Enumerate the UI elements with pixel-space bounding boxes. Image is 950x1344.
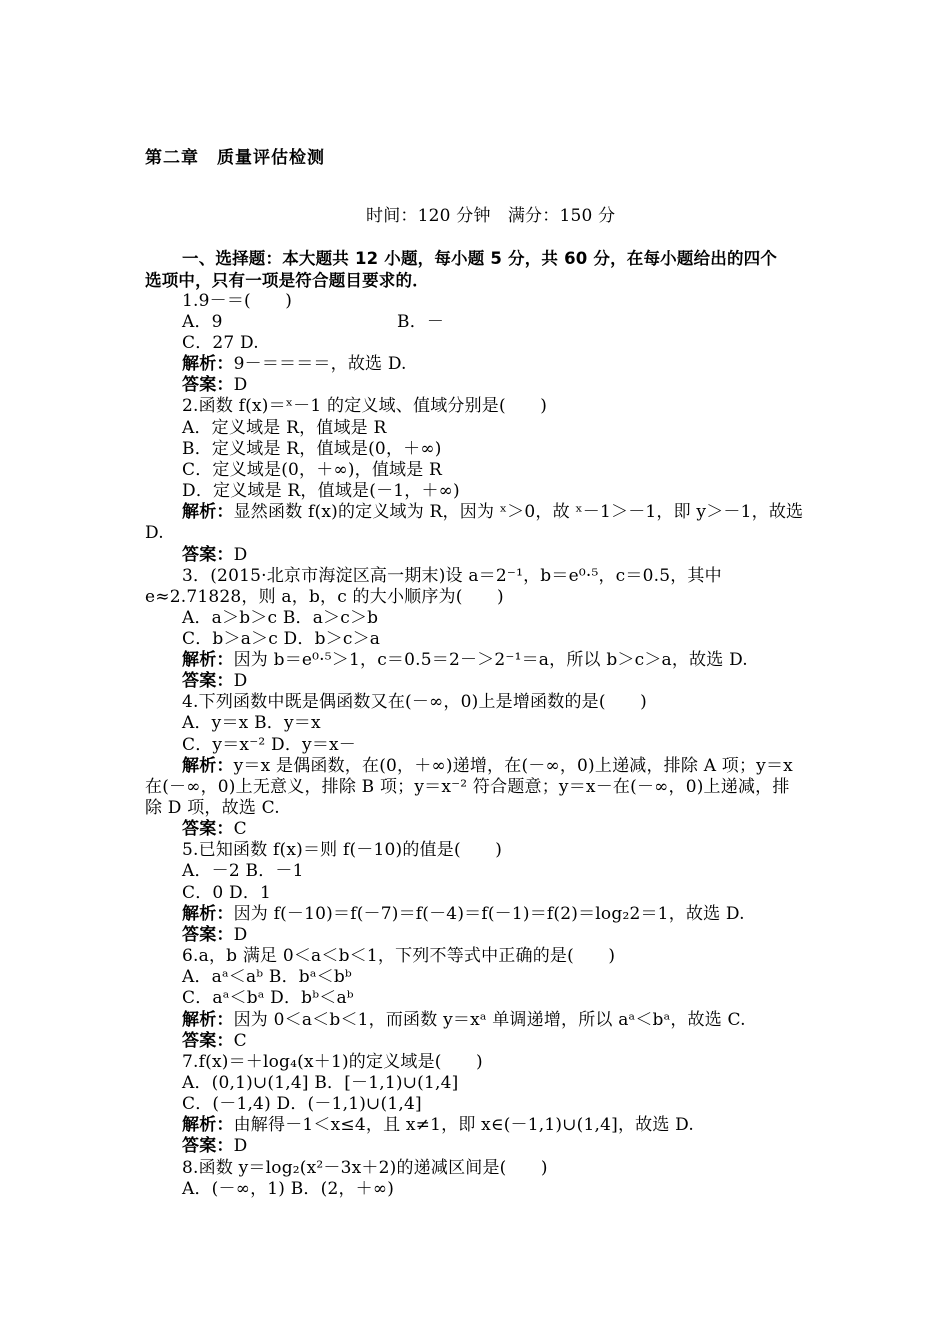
q7-options-cd: C．(－1,4) D．(－1,1)∪(1,4] bbox=[182, 1094, 422, 1114]
analysis-label: 解析： bbox=[182, 354, 234, 374]
answer-3: 答案：D bbox=[182, 671, 248, 691]
q7-options-ab: A．(0,1)∪(1,4] B．[－1,1)∪(1,4] bbox=[182, 1073, 459, 1093]
q3-options-ab: A．a＞b＞c B．a＞c＞b bbox=[182, 608, 379, 628]
q6-options-cd: C．aᵃ＜bᵃ D．bᵇ＜aᵇ bbox=[182, 988, 354, 1008]
q4-options-cd: C．y＝x⁻² D．y＝x－ bbox=[182, 735, 357, 755]
section-intro-cont: 选项中，只有一项是符合题目要求的． bbox=[145, 271, 429, 290]
question-7: 7.f(x)＝＋log₄(x＋1)的定义域是( ) bbox=[182, 1052, 483, 1072]
q1-options-ab bbox=[182, 312, 223, 333]
analysis-label: 解析： bbox=[182, 1115, 234, 1135]
analysis-6: 解析：因为 0＜a＜b＜1，而函数 y＝xᵃ 单调递增，所以 aᵃ＜bᵃ，故选 C. bbox=[182, 1010, 746, 1030]
q4-options-ab: A．y＝x B．y＝x bbox=[182, 713, 321, 733]
q5-options-ab: A．－2 B．－1 bbox=[182, 861, 304, 881]
q2-option-a: A．定义域是 R，值域是 R bbox=[182, 418, 387, 438]
q6-options-ab: A．aᵃ＜aᵇ B．bᵃ＜bᵇ bbox=[182, 967, 352, 987]
answer-7: 答案：D bbox=[182, 1136, 248, 1156]
q2-option-d: D．定义域是 R，值域是(－1，＋∞) bbox=[182, 481, 460, 501]
analysis-3: 解析：因为 b＝e⁰·⁵＞1，c＝0.5＝2－＞2⁻¹＝a，所以 b＞c＞a，故选 D. bbox=[182, 650, 748, 670]
option-a: A．9 bbox=[182, 312, 223, 332]
analysis-2: 解析：显然函数 f(x)的定义域为 R，因为 ˣ＞0，故 ˣ－1＞－1，即 y＞－1，故选 bbox=[182, 502, 804, 522]
analysis-label: 解析： bbox=[182, 650, 234, 670]
q3-options-cd: C．b＞a＞c D．b＞c＞a bbox=[182, 629, 381, 649]
q2-option-c: C．定义域是(0，＋∞)，值域是 R bbox=[182, 460, 443, 480]
option-b: B．－ bbox=[397, 312, 445, 332]
answer-label: 答案： bbox=[182, 375, 234, 395]
question-1: 1.9－＝( ) bbox=[182, 291, 293, 311]
analysis-2-cont: D. bbox=[145, 523, 164, 543]
q8-options-ab: A．(－∞，1) B．(2，＋∞) bbox=[182, 1179, 395, 1199]
question-5: 5.已知函数 f(x)＝则 f(－10)的值是( ) bbox=[182, 840, 503, 860]
question-6: 6.a，b 满足 0＜a＜b＜1，下列不等式中正确的是( ) bbox=[182, 946, 616, 966]
analysis-4-cont: 在(－∞，0)上无意义，排除 B 项；y＝x⁻² 符合题意；y＝x－在(－∞，0)上递减，排 bbox=[145, 777, 790, 797]
analysis-4: 解析：y＝x 是偶函数，在(0，＋∞)递增，在(－∞，0)上递减，排除 A 项；y＝x bbox=[182, 756, 793, 776]
question-8: 8.函数 y＝log₂(x²－3x＋2)的递减区间是( ) bbox=[182, 1158, 548, 1178]
question-2: 2.函数 f(x)＝ˣ－1 的定义域、值域分别是( ) bbox=[182, 396, 548, 416]
question-3: 3．(2015·北京市海淀区高一期末)设 a＝2⁻¹，b＝e⁰·⁵，c＝0.5，其中 bbox=[182, 566, 722, 586]
answer-2: 答案：D bbox=[182, 545, 248, 565]
analysis-label: 解析： bbox=[182, 904, 234, 924]
chapter-title: 第二章 质量评估检测 bbox=[145, 148, 325, 168]
q2-option-b: B．定义域是 R，值域是(0，＋∞) bbox=[182, 439, 442, 459]
analysis-4-cont2: 除 D 项，故选 C. bbox=[145, 798, 280, 818]
analysis-5: 解析：因为 f(－10)＝f(－7)＝f(－4)＝f(－1)＝f(2)＝log₂2＝1，故选 D. bbox=[182, 904, 745, 924]
answer-label: 答案： bbox=[182, 671, 234, 691]
question-3-cont: e≈2.71828，则 a，b，c 的大小顺序为( ) bbox=[145, 587, 504, 607]
q5-options-cd: C．0 D．1 bbox=[182, 883, 272, 903]
analysis-label: 解析： bbox=[182, 502, 234, 522]
analysis-label: 解析： bbox=[182, 1010, 234, 1030]
analysis-7: 解析：由解得－1＜x≤4，且 x≠1，即 x∈(－1,1)∪(1,4]，故选 D. bbox=[182, 1115, 694, 1135]
answer-label: 答案： bbox=[182, 925, 234, 945]
answer-5: 答案：D bbox=[182, 925, 248, 945]
answer-4: 答案：C bbox=[182, 819, 247, 839]
answer-label: 答案： bbox=[182, 1031, 234, 1051]
answer-label: 答案： bbox=[182, 819, 234, 839]
answer-label: 答案： bbox=[182, 1136, 234, 1156]
answer-1: 答案：D bbox=[182, 375, 248, 395]
analysis-1: 解析：9－＝＝＝＝，故选 D. bbox=[182, 354, 407, 374]
section-intro: 一、选择题：本大题共 12 小题，每小题 5 分，共 60 分，在每小题给出的四个 bbox=[182, 249, 778, 268]
answer-6: 答案：C bbox=[182, 1031, 247, 1051]
q1-options-cd: C．27 D. bbox=[182, 333, 259, 353]
answer-label: 答案： bbox=[182, 545, 234, 565]
analysis-label: 解析： bbox=[182, 756, 234, 776]
question-4: 4.下列函数中既是偶函数又在(－∞，0)上是增函数的是( ) bbox=[182, 692, 647, 712]
time-info: 时间：120 分钟 满分：150 分 bbox=[366, 206, 616, 226]
